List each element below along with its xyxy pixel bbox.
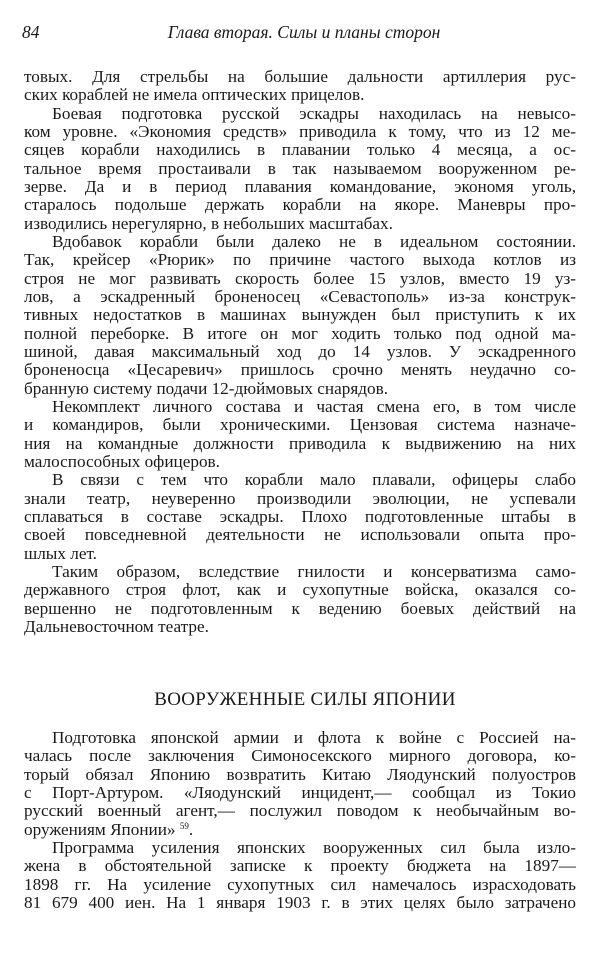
text-line [24, 821, 576, 839]
line-text: торый обязал Японию возвратить Китаю Ляодунский полуостров [24, 764, 576, 784]
line-text: тальное время простаивали в так называемом вооруженном ре- [24, 158, 576, 178]
line-text: русский военный агент,— послужил поводом к необычайным во- [24, 801, 576, 821]
text-line [24, 600, 576, 618]
footnote-ref[interactable]: 59 [179, 820, 189, 831]
paragraph [24, 398, 576, 471]
line-text: ния на командные должности приводила к выдвижению на них [24, 433, 576, 453]
text-line [24, 86, 576, 104]
text-line [24, 105, 576, 123]
text-line [24, 68, 576, 86]
line-text: зерве. Да и в период плавания командование, экономя уголь, [24, 176, 576, 196]
line-tail: . [188, 819, 194, 839]
line-text: полной переборке. В итоге он мог ходить только под одной ма- [24, 323, 576, 343]
line-text: Таким образом, вследствие гнилости и консерватизма само- [52, 561, 576, 581]
section-heading: ВООРУЖЕННЫЕ СИЛЫ ЯПОНИИ [154, 689, 456, 710]
text-line [24, 270, 576, 288]
text-line [24, 784, 576, 802]
paragraph [24, 233, 576, 398]
text-line [24, 215, 576, 233]
line-text: жена в обстоятельной записке к проекту бюджета на 1897— [24, 856, 576, 876]
text-line [24, 839, 576, 857]
section-russian-fleet-text [24, 68, 576, 636]
line-text: и командиров, были хроническими. Цензовая система назначе- [24, 415, 576, 435]
text-line [24, 802, 576, 820]
text-line [24, 178, 576, 196]
text-line [24, 563, 576, 581]
line-text: броненосца «Цесаревич» пришлось срочно менять неудачно со- [24, 360, 576, 380]
running-title: Глава вторая. Силы и планы сторон [167, 22, 441, 42]
line-text: чалась после заключения Симоносекского мирного договора, ко- [24, 746, 576, 766]
line-text: изводились нерегулярно, в небольших масштабах. [24, 213, 393, 233]
text-line [24, 545, 576, 563]
text-line [24, 435, 576, 453]
text-line [24, 233, 576, 251]
text-line [24, 398, 576, 416]
line-text: В связи с тем что корабли мало плавали, офицеры слабо [52, 470, 576, 490]
line-text: Так, крейсер «Рюрик» по причине частого выхода котлов из [24, 250, 576, 270]
line-text: 81 679 400 иен. На 1 января 1903 г. в этих целях было затрачено [24, 892, 576, 912]
text-line [24, 471, 576, 489]
text-line [24, 526, 576, 544]
line-text: Подготовка японской армии и флота к войне с Россией на- [52, 728, 576, 747]
line-text: ских кораблей не имела оптических прицелов. [24, 85, 365, 105]
line-text: державного строя флот, как и сухопутные войска, оказался со- [24, 580, 576, 600]
line-text: Боевая подготовка русской эскадры находилась на невысо- [52, 103, 576, 123]
line-text: шиной, давая максимальный ход до 14 узлов. У эскадренного [24, 341, 576, 361]
line-text: сяцев корабли находились в плавании только 4 месяца, а ос- [24, 140, 576, 160]
line-text: строя не мог развивать скорость более 15 узлов, вместо 19 уз- [24, 268, 576, 288]
text-line [24, 361, 576, 379]
text-line [24, 894, 576, 912]
line-text: старалось подольше держать корабли на якоре. Маневры про- [24, 195, 576, 215]
text-line [24, 288, 576, 306]
text-line [24, 251, 576, 269]
text-line [24, 618, 576, 636]
text-line [24, 729, 576, 747]
line-text: тивных недостатков в машинах вынужден был приступить к их [24, 305, 576, 325]
line-text: 1898 гг. На усиление сухопутных сил намечалось израсходовать [24, 874, 576, 894]
line-text: Вдобавок корабли были далеко не в идеальном состоянии. [52, 231, 576, 251]
text-line [24, 141, 576, 159]
text-line [24, 876, 576, 894]
text-line [24, 306, 576, 324]
line-text: бранную систему подачи 12-дюймовых снарядов. [24, 378, 388, 398]
text-line [24, 380, 576, 398]
text-line [24, 123, 576, 141]
line-text: сплаваться в составе эскадры. Плохо подготовленные штабы в [24, 506, 576, 526]
line-text: лов, а эскадренный броненосец «Севастополь» из-за конструк- [24, 286, 576, 306]
line-text: ком уровне. «Экономия средств» приводила к тому, что из 12 ме- [24, 121, 576, 141]
text-line [24, 766, 576, 784]
line-text: своей повседневной деятельности не использовали опыта про- [24, 525, 576, 545]
line-text: с Порт-Артуром. «Ляодунский инцидент,— сообщал из Токио [24, 782, 576, 802]
text-line [24, 508, 576, 526]
text-line [24, 857, 576, 875]
line-text: товых. Для стрельбы на большие дальности артиллерия рус- [24, 67, 576, 86]
page-number: 84 [22, 22, 40, 42]
text-line [24, 160, 576, 178]
line-text: оружениям Японии» [24, 819, 180, 839]
line-text: шлых лет. [24, 543, 97, 563]
text-line [24, 325, 576, 343]
text-line [24, 196, 576, 214]
section-japan-text [24, 729, 576, 912]
paragraph [24, 839, 576, 912]
line-text: знали театр, неуверенно производили эволюции, не успевали [24, 488, 576, 508]
paragraph [24, 68, 576, 105]
line-text: малоспособных офицеров. [24, 451, 220, 471]
text-line [24, 343, 576, 361]
paragraph [24, 563, 576, 636]
paragraph [24, 729, 576, 839]
line-text: Некомплект личного состава и частая смена его, в том числе [52, 396, 576, 416]
line-text: вершенно не подготовленным к ведению боевых действий на [24, 598, 576, 618]
paragraph [24, 105, 576, 233]
text-line [24, 490, 576, 508]
text-line [24, 416, 576, 434]
line-text: Дальневосточном театре. [24, 616, 209, 636]
text-line [24, 453, 576, 471]
paragraph [24, 471, 576, 563]
line-text: Программа усиления японских вооруженных сил была изло- [52, 837, 576, 857]
text-line [24, 747, 576, 765]
text-line [24, 581, 576, 599]
